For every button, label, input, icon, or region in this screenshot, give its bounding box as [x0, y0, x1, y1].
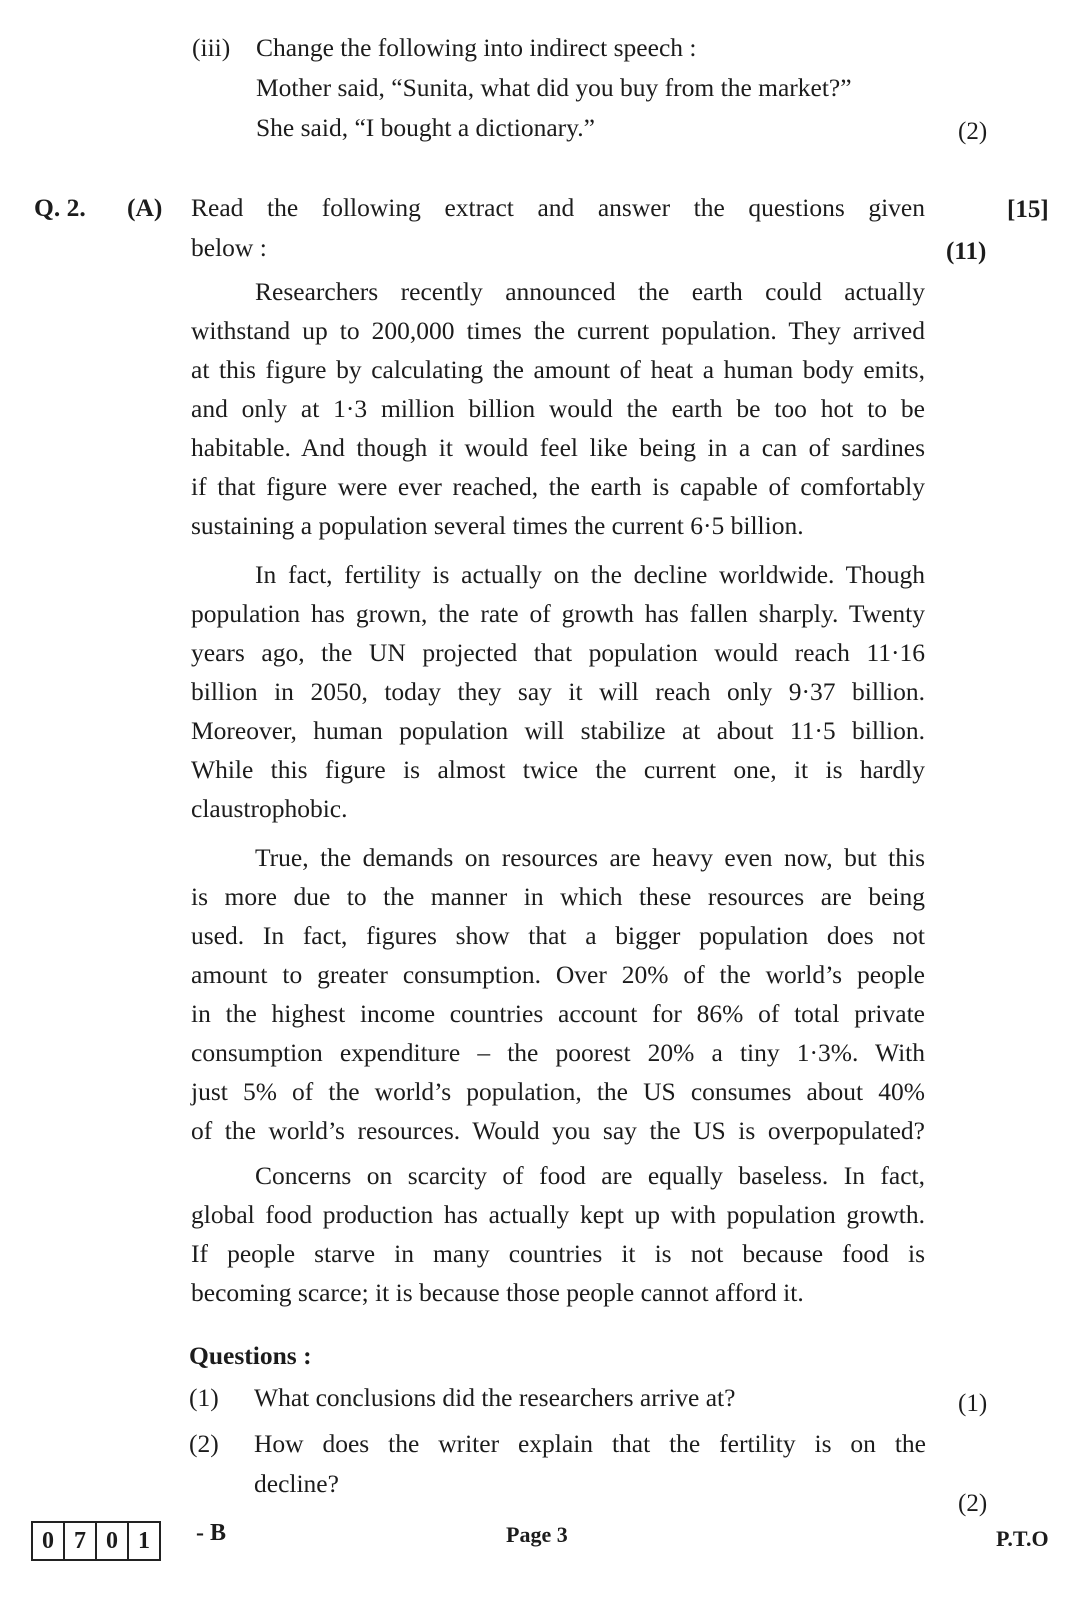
- sub-question-text: She said, “I bought a dictionary.”: [256, 113, 595, 142]
- passage-line: and only at 1·3 million billion would the earth be too hot to be: [191, 394, 925, 423]
- passage-line: Concerns on scarcity of food are equally baseless. In fact,: [255, 1161, 925, 1190]
- question-item-text: How does the writer explain that the fertility is on the: [254, 1429, 926, 1458]
- passage-line: years ago, the UN projected that population would reach 11·16: [191, 638, 925, 667]
- paper-code-suffix: - B: [196, 1520, 226, 1546]
- passage-line: population has grown, the rate of growth has fallen sharply. Twenty: [191, 599, 925, 628]
- marks-label: (2): [958, 1490, 988, 1517]
- passage-line: If people starve in many countries it is not because food is: [191, 1239, 925, 1268]
- questions-heading: Questions :: [189, 1341, 312, 1370]
- total-marks-label: [15]: [1007, 196, 1049, 223]
- passage-line: Researchers recently announced the earth could actually: [255, 277, 925, 306]
- passage-line: Moreover, human population will stabilize at about 11·5 billion.: [191, 716, 925, 745]
- question-item-number: (2): [189, 1429, 219, 1458]
- question-section: (A): [127, 193, 163, 222]
- passage-line: claustrophobic.: [191, 794, 348, 823]
- question-number: Q. 2.: [34, 193, 86, 222]
- question-instruction: Read the following extract and answer the questions given: [191, 193, 925, 222]
- passage-line: if that figure were ever reached, the earth is capable of comfortably: [191, 472, 925, 501]
- sub-question-text: Mother said, “Sunita, what did you buy from the market?”: [256, 73, 852, 102]
- paper-code-digit: 0: [97, 1523, 129, 1559]
- passage-line: sustaining a population several times the current 6·5 billion.: [191, 511, 804, 540]
- section-marks-label: (11): [946, 238, 987, 265]
- passage-line: amount to greater consumption. Over 20% of the world’s people: [191, 960, 925, 989]
- paper-code-digit: 7: [65, 1523, 97, 1559]
- passage-line: just 5% of the world’s population, the US consumes about 40%: [191, 1077, 925, 1106]
- marks-label: (1): [958, 1390, 988, 1417]
- passage-line: used. In fact, figures show that a bigger population does not: [191, 921, 925, 950]
- passage-line: consumption expenditure – the poorest 20% a tiny 1·3%. With: [191, 1038, 925, 1067]
- sub-question-text: Change the following into indirect speech :: [256, 33, 697, 62]
- passage-line: in the highest income countries account for 86% of total private: [191, 999, 925, 1028]
- passage-line: True, the demands on resources are heavy even now, but this: [255, 843, 925, 872]
- passage-line: of the world’s resources. Would you say the US is overpopulated?: [191, 1116, 925, 1145]
- passage-line: billion in 2050, today they say it will reach only 9·37 billion.: [191, 677, 925, 706]
- question-item-number: (1): [189, 1383, 219, 1412]
- passage-line: is more due to the manner in which these resources are being: [191, 882, 925, 911]
- sub-question-number: (iii): [192, 33, 231, 62]
- passage-line: While this figure is almost twice the current one, it is hardly: [191, 755, 925, 784]
- question-instruction: below :: [191, 233, 267, 262]
- question-item-text: decline?: [254, 1469, 339, 1498]
- paper-code-box: [31, 1521, 161, 1561]
- passage-line: withstand up to 200,000 times the current population. They arrived: [191, 316, 925, 345]
- paper-code-digit: 0: [33, 1523, 65, 1559]
- passage-line: In fact, fertility is actually on the decline worldwide. Though: [255, 560, 925, 589]
- marks-label: (2): [958, 118, 988, 145]
- paper-code-digit: 1: [138, 1528, 150, 1554]
- passage-line: becoming scarce; it is because those people cannot afford it.: [191, 1278, 804, 1307]
- passage-line: at this figure by calculating the amount of heat a human body emits,: [191, 355, 925, 384]
- page-number: Page 3: [506, 1522, 568, 1547]
- passage-line: global food production has actually kept up with population growth.: [191, 1200, 925, 1229]
- please-turn-over: P.T.O: [996, 1526, 1049, 1551]
- question-item-text: What conclusions did the researchers arrive at?: [254, 1383, 736, 1412]
- passage-line: habitable. And though it would feel like being in a can of sardines: [191, 433, 925, 462]
